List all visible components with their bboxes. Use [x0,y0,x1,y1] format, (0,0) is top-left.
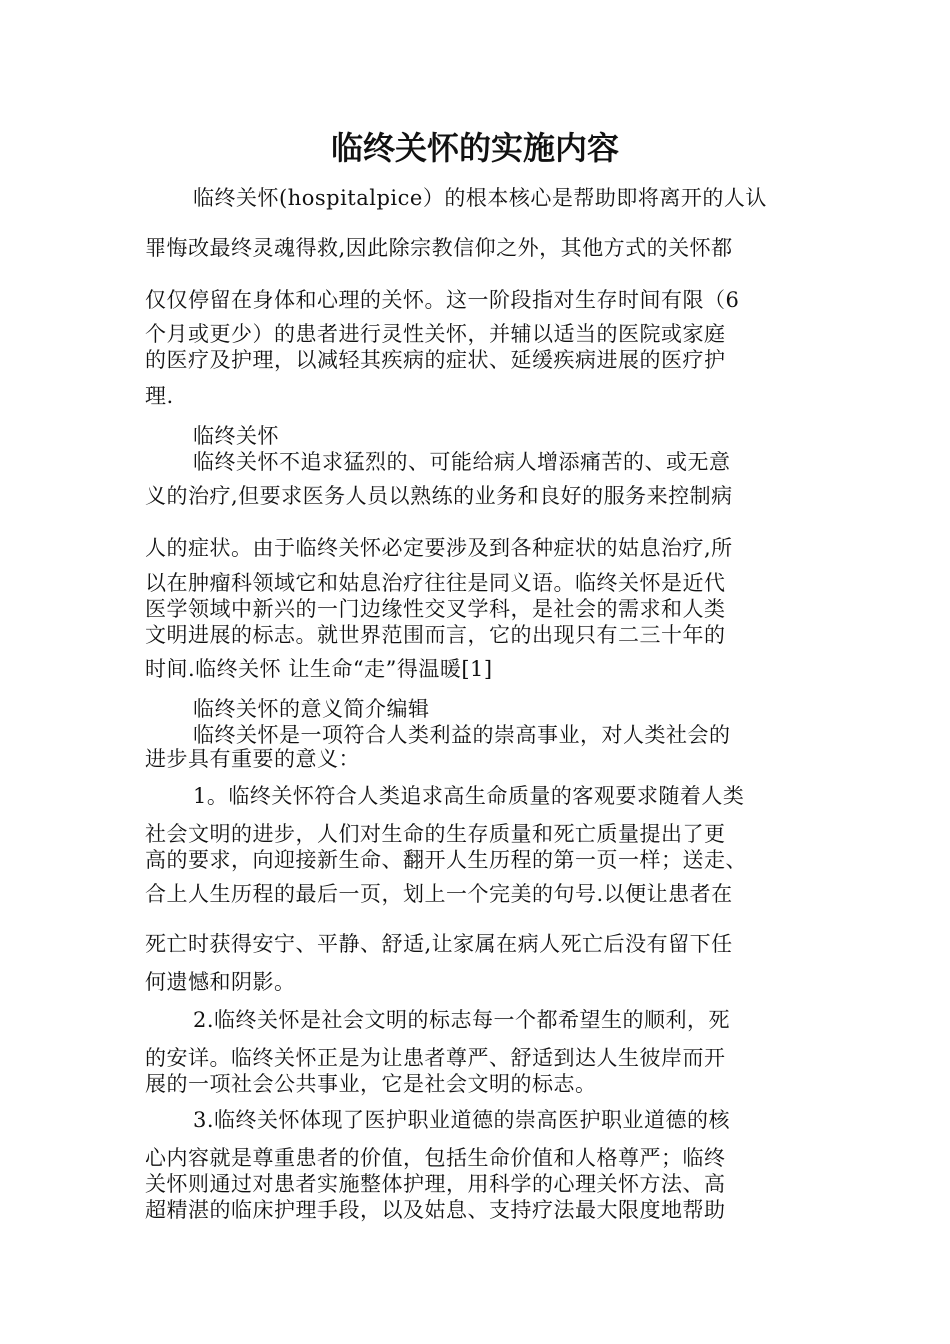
text-line: 心内容就是尊重患者的价值，包括生命价值和人格尊严；临终 [145,1146,726,1170]
text-line: 临终关怀是一项符合人类利益的崇高事业，对人类社会的 [193,723,731,747]
text-line: 超精湛的临床护理手段，以及姑息、支持疗法最大限度地帮助 [145,1198,726,1222]
text-line: 高的要求，向迎接新生命、翻开人生历程的第一页一样；送走、 [145,848,747,872]
text-line: 合上人生历程的最后一页，划上一个完美的句号.以便让患者在 [145,882,733,906]
text-line: 1。临终关怀符合人类追求高生命质量的客观要求随着人类 [193,784,745,808]
text-line: 3.临终关怀体现了医护职业道德的崇高医护职业道德的核 [193,1108,731,1132]
text-line: 2.临终关怀是社会文明的标志每一个都希望生的顺利，死 [193,1008,731,1032]
section-heading: 临终关怀 [193,424,279,448]
text-line: 医学领域中新兴的一门边缘性交叉学科，是社会的需求和人类 [145,597,726,621]
text-line: 的安详。临终关怀正是为让患者尊严、舒适到达人生彼岸而开 [145,1046,726,1070]
text-line: 临终关怀(hospitalpice）的根本核心是帮助即将离开的人认 [193,186,767,210]
text-line: 关怀则通过对患者实施整体护理，用科学的心理关怀方法、高 [145,1172,726,1196]
text-line: 时间.临终关怀 让生命“走”得温暖[1] [145,657,493,681]
text-line: 义的治疗,但要求医务人员以熟练的业务和良好的服务来控制病 [145,484,733,508]
text-line: 展的一项社会公共事业，它是社会文明的标志。 [145,1072,597,1096]
text-line: 人的症状。由于临终关怀必定要涉及到各种症状的姑息治疗,所 [145,536,733,560]
text-line: 以在肿瘤科领域它和姑息治疗往往是同义语。临终关怀是近代 [145,571,726,595]
text-line: 个月或更少）的患者进行灵性关怀，并辅以适当的医院或家庭 [145,322,726,346]
text-line: 罪悔改最终灵魂得救,因此除宗教信仰之外，其他方式的关怀都 [145,236,733,260]
text-line: 临终关怀不追求猛烈的、可能给病人增添痛苦的、或无意 [193,450,731,474]
text-line: 何遗憾和阴影。 [145,970,296,994]
text-line: 理. [145,384,174,408]
text-line: 仅仅停留在身体和心理的关怀。这一阶段指对生存时间有限（6 [145,288,740,312]
text-line: 文明进展的标志。就世界范围而言，它的出现只有二三十年的 [145,623,726,647]
text-line: 死亡时获得安宁、平静、舒适,让家属在病人死亡后没有留下任 [145,932,733,956]
section-heading: 临终关怀的意义简介编辑 [193,697,430,721]
text-line: 社会文明的进步，人们对生命的生存质量和死亡质量提出了更 [145,822,726,846]
text-line: 的医疗及护理，以减轻其疾病的症状、延缓疾病进展的医疗护 [145,348,726,372]
text-line: 进步具有重要的意义： [145,747,360,771]
document-title: 临终关怀的实施内容 [330,129,619,167]
